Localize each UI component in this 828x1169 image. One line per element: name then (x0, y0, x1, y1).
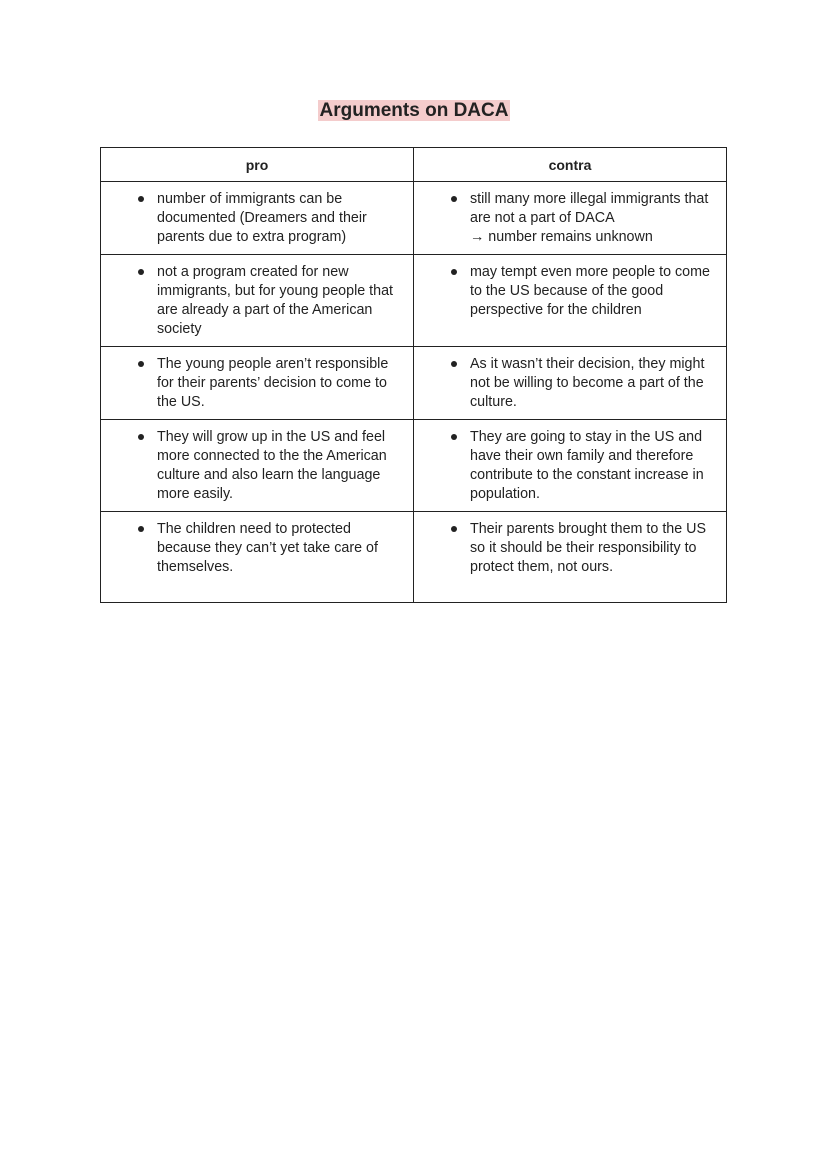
contra-cell (414, 512, 727, 603)
pro-argument-text: The children need to protected because they can’t yet take care of themselves. (157, 521, 378, 575)
column-header-pro: pro (101, 148, 414, 182)
pro-argument-text: number of immigrants can be documented (Dreamers and their parents due to extra program) (157, 191, 367, 245)
contra-argument-text: may tempt even more people to come to the US because of the good perspective for the children (470, 264, 710, 318)
pro-cell (101, 512, 414, 603)
pro-argument (107, 520, 407, 577)
contra-argument (420, 190, 720, 247)
pro-argument-text: They will grow up in the US and feel more connected to the the American culture and also learn the language more easily. (157, 429, 387, 502)
pro-argument-text: The young people aren’t responsible for their parents’ decision to come to the US. (157, 356, 389, 410)
bullet-icon (451, 434, 457, 440)
table-header-row (101, 148, 727, 182)
bullet-icon (138, 526, 144, 532)
contra-cell (414, 420, 727, 512)
pro-cell (101, 182, 414, 255)
contra-argument-text: Their parents brought them to the US so it should be their responsibility to protect them, not ours. (470, 521, 707, 575)
pro-argument (107, 190, 407, 247)
table-row (101, 255, 727, 347)
contra-cell (414, 255, 727, 347)
bullet-icon (451, 196, 457, 202)
bullet-icon (138, 196, 144, 202)
contra-argument-text: As it wasn’t their decision, they might not be willing to become a part of the culture. (470, 356, 705, 410)
contra-argument (420, 263, 720, 320)
bullet-icon (451, 361, 457, 367)
contra-argument-text: still many more illegal immigrants that are not a part of DACA (470, 191, 709, 226)
pro-argument (107, 355, 407, 412)
contra-argument-text: They are going to stay in the US and have their own family and therefore contribute to the constant increase in population. (470, 429, 704, 502)
bullet-icon (138, 269, 144, 275)
bullet-icon (451, 526, 457, 532)
contra-argument (420, 355, 720, 412)
column-header-contra: contra (414, 148, 727, 182)
pro-cell (101, 420, 414, 512)
contra-cell (414, 347, 727, 420)
pro-cell (101, 347, 414, 420)
pro-argument (107, 428, 407, 504)
table-row (101, 512, 727, 603)
contra-argument (420, 520, 720, 577)
contra-argument (420, 428, 720, 504)
pro-argument-text: not a program created for new immigrants, but for young people that are already a part of the American society (157, 264, 394, 337)
table-row (101, 347, 727, 420)
bullet-icon (138, 361, 144, 367)
bullet-icon (451, 269, 457, 275)
table-row (101, 420, 727, 512)
pro-argument (107, 263, 407, 339)
document-title (0, 99, 828, 123)
bullet-icon (138, 434, 144, 440)
table-row (101, 182, 727, 255)
contra-cell (414, 182, 727, 255)
contra-argument-note: → number remains unknown (470, 229, 653, 245)
arguments-table (100, 147, 727, 603)
document-title-text: Arguments on DACA (319, 100, 509, 121)
pro-cell (101, 255, 414, 347)
